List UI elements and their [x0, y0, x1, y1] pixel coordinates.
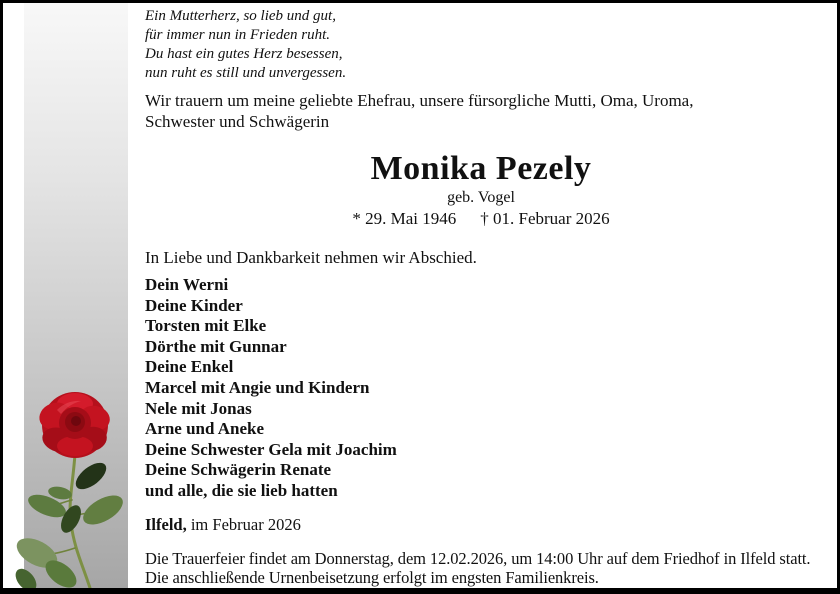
rose-leaf [12, 565, 41, 588]
mourner-item: Deine Schwägerin Renate [145, 460, 332, 480]
maiden-name: geb. Vogel [447, 189, 515, 206]
life-dates [145, 209, 817, 229]
announcement-text: Wir trauern um meine geliebte Ehefrau, unsere fürsorgliche Mutti, Oma, Uroma, Schwester und Schwägerin [145, 91, 694, 131]
mourner-item: Deine Enkel [145, 357, 234, 377]
mourners-list [145, 275, 397, 502]
poem-line: für immer nun in Frieden ruht. [145, 27, 330, 43]
mourner-item: Marcel mit Angie und Kindern [145, 377, 370, 397]
mourner-item: Nele mit Jonas [145, 398, 252, 418]
funeral-info: Die Trauerfeier findet am Donnerstag, dem 12.02.2026, um 14:00 Uhr auf dem Friedhof in Ilfeld statt. Die anschließende Urnenbeisetzung erfolgt im engsten Familienkreis. [145, 549, 811, 587]
farewell-line: In Liebe und Dankbarkeit nehmen wir Abschied. [145, 248, 477, 267]
obituary-content [145, 3, 817, 588]
poem-line: Du hast ein gutes Herz besessen, [145, 46, 343, 62]
birth-date: * 29. Mai 1946 [352, 209, 457, 228]
rose-center [71, 416, 81, 426]
mourner-item: Torsten mit Elke [145, 316, 267, 336]
rose-leaf [71, 458, 110, 494]
mourner-item: Arne und Aneke [145, 419, 265, 439]
closing-date: im Februar 2026 [190, 515, 301, 534]
mourner-item: Deine Schwester Gela mit Joachim [145, 439, 397, 459]
poem-line: nun ruht es still und unvergessen. [145, 65, 347, 81]
deceased-block [145, 149, 817, 229]
mourner-item: Dein Werni [145, 275, 229, 294]
deceased-name: Monika Pezely [370, 150, 592, 187]
mourner-item: Dörthe mit Gunnar [145, 336, 287, 356]
rose-image [5, 388, 125, 588]
death-date: † 01. Februar 2026 [480, 209, 610, 228]
rose-leaf [78, 489, 125, 530]
mourner-item: Deine Kinder [145, 295, 243, 315]
mourner-item: und alle, die sie lieb hatten [145, 480, 338, 500]
place-name: Ilfeld, [145, 515, 187, 534]
poem-line: Ein Mutterherz, so lieb und gut, [145, 8, 336, 24]
memorial-poem [145, 7, 346, 83]
place-date-line [145, 515, 301, 534]
